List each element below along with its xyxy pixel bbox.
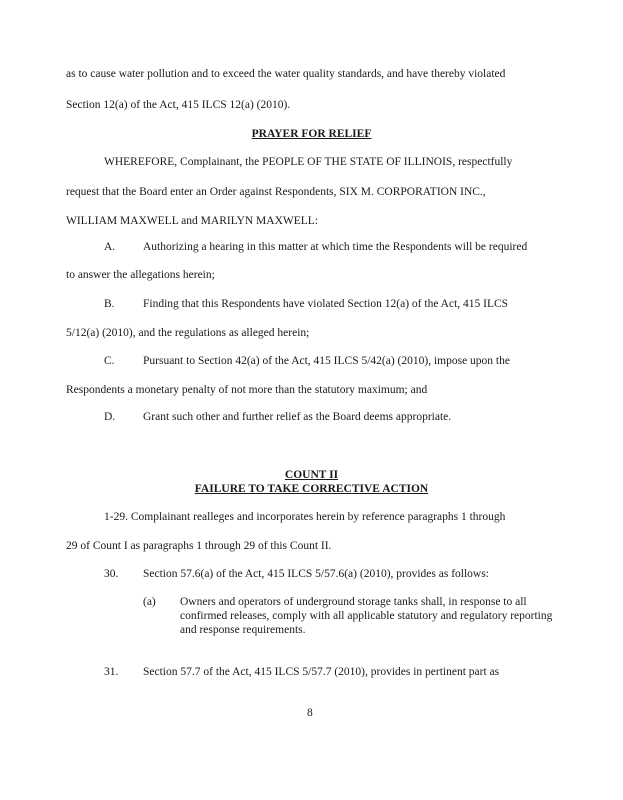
list-item-text: Grant such other and further relief as the Board deems appropriate. xyxy=(143,411,452,423)
list-item-text: 5/12(a) (2010), and the regulations as alleged herein; xyxy=(66,327,310,339)
page-number: 8 xyxy=(307,707,313,719)
paragraph-line: Section 57.7 of the Act, 415 ILCS 5/57.7 (2010), provides in pertinent part as xyxy=(143,666,500,678)
list-item-text: Finding that this Respondents have violated Section 12(a) of the Act, 415 ILCS xyxy=(143,298,509,310)
list-marker: A. xyxy=(104,241,116,253)
paragraph-line: Section 12(a) of the Act, 415 ILCS 12(a) (2010). xyxy=(66,99,291,111)
paragraph-line: request that the Board enter an Order against Respondents, SIX M. CORPORATION INC., xyxy=(66,186,486,198)
paragraph-line: 29 of Count I as paragraphs 1 through 29 of this Count II. xyxy=(66,540,332,552)
count-heading: COUNT II xyxy=(284,469,339,481)
paragraph-number: 31. xyxy=(104,666,119,678)
paragraph-line: as to cause water pollution and to exceed the water quality standards, and have thereby violated xyxy=(66,68,506,80)
list-marker: D. xyxy=(104,411,116,423)
list-item-text: Authorizing a hearing in this matter at which time the Respondents will be required xyxy=(143,241,528,253)
list-marker: C. xyxy=(104,355,115,367)
list-item-text: Pursuant to Section 42(a) of the Act, 415 ILCS 5/42(a) (2010), impose upon the xyxy=(143,355,510,367)
section-heading: PRAYER FOR RELIEF xyxy=(251,128,372,140)
quoted-provision: Owners and operators of underground storage tanks shall, in response to all confirmed releases, comply with all applicable statutory and regulatory reporting and response requirements. xyxy=(180,596,553,636)
list-item-text: to answer the allegations herein; xyxy=(66,269,215,281)
quote-marker: (a) xyxy=(143,596,156,608)
paragraph-line: WHEREFORE, Complainant, the PEOPLE OF THE STATE OF ILLINOIS, respectfully xyxy=(104,156,513,168)
paragraph-line: Section 57.6(a) of the Act, 415 ILCS 5/57.6(a) (2010), provides as follows: xyxy=(143,568,489,580)
list-item-text: Respondents a monetary penalty of not more than the statutory maximum; and xyxy=(66,384,428,396)
paragraph-line: WILLIAM MAXWELL and MARILYN MAXWELL: xyxy=(66,215,319,227)
paragraph-line: 1-29. Complainant realleges and incorporates herein by reference paragraphs 1 through xyxy=(104,511,506,523)
paragraph-number: 30. xyxy=(104,568,119,580)
list-marker: B. xyxy=(104,298,115,310)
count-subheading: FAILURE TO TAKE CORRECTIVE ACTION xyxy=(194,483,429,495)
